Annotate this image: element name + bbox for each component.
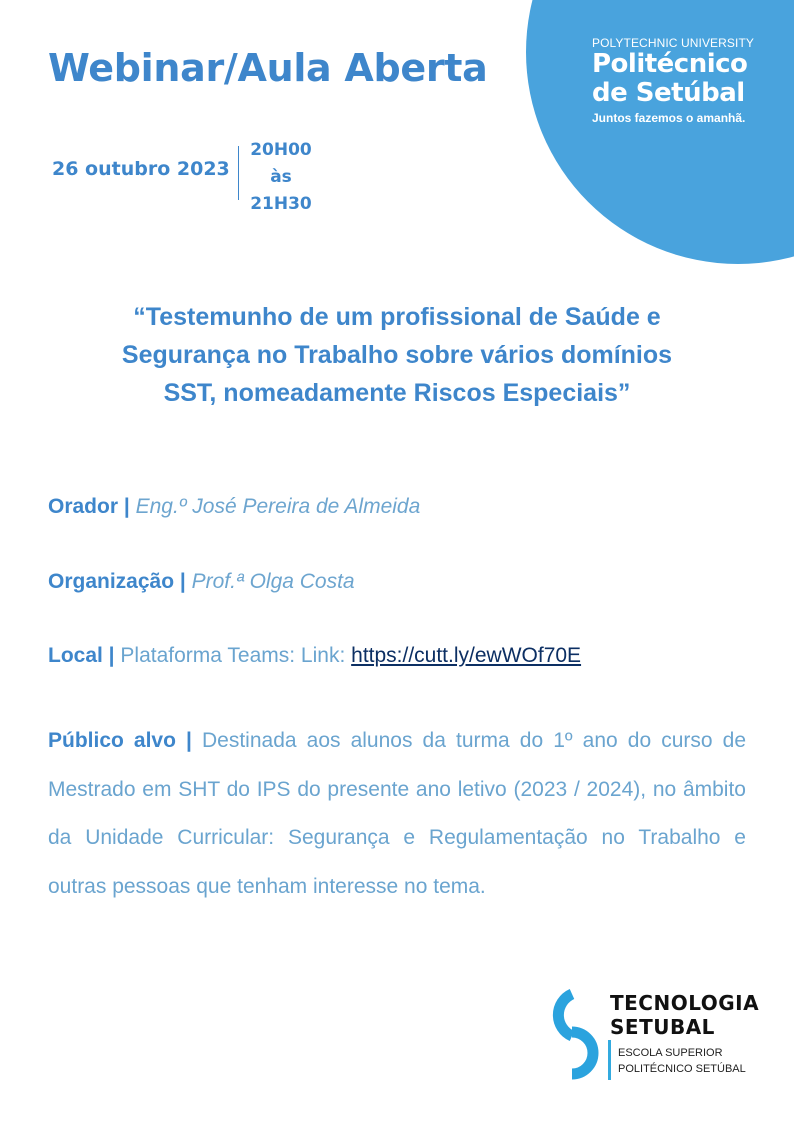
organizer-label: Organização | [48, 570, 186, 593]
audience-paragraph [48, 717, 746, 911]
speaker-name: Eng.º José Pereira de Almeida [135, 495, 421, 518]
event-time-separator: às [270, 167, 292, 187]
teams-link[interactable]: https://cutt.ly/ewWOf70E [351, 644, 582, 667]
audience-text: Destinada aos alunos da turma do 1º ano do curso de Mestrado em SHT do IPS do presente ano letivo (2023 / 2024), no âmbito da Unidade Curricular: Segurança e Regulamentação no Trabalho e outras pessoas que tenham interesse no tema. [48, 729, 746, 898]
organizer-row [48, 570, 355, 594]
ips-logo-tagline: Juntos fazemos o amanhã. [592, 111, 746, 125]
est-logo-icon [542, 988, 606, 1080]
est-setubal-logo [542, 988, 762, 1080]
page-title: Webinar/Aula Aberta [48, 46, 488, 90]
location-label: Local | [48, 644, 115, 667]
organizer-name: Prof.ª Olga Costa [191, 570, 355, 593]
date-divider [238, 146, 239, 200]
est-logo-line3: ESCOLA SUPERIOR [618, 1047, 723, 1059]
est-logo-line4: POLITÉCNICO SETÚBAL [618, 1063, 746, 1075]
event-date: 26 outubro 2023 [52, 158, 230, 180]
talk-title [60, 298, 734, 412]
talk-title-line: SST, nomeadamente Riscos Especiais” [163, 379, 631, 407]
est-logo-bar [608, 1040, 611, 1080]
event-time-start: 20H00 [250, 140, 312, 160]
est-logo-line1: TECNOLOGIA [610, 991, 760, 1015]
talk-title-line: Segurança no Trabalho sobre vários domínios [121, 341, 673, 369]
ips-logo-subtitle: POLYTECHNIC UNIVERSITY [592, 36, 755, 50]
est-logo-line2: SETUBAL [610, 1015, 715, 1039]
event-time-end: 21H30 [250, 194, 312, 214]
location-row [48, 644, 581, 668]
ips-logo-name-line2: de Setúbal [592, 78, 745, 108]
event-time [246, 137, 316, 218]
ips-logo [592, 36, 754, 125]
location-value: Plataforma Teams: Link: [120, 644, 346, 667]
ips-logo-name-line1: Politécnico [592, 49, 748, 79]
audience-label: Público alvo | [48, 729, 192, 752]
talk-title-line: “Testemunho de um profissional de Saúde e [133, 303, 661, 331]
speaker-row [48, 495, 420, 519]
speaker-label: Orador | [48, 495, 130, 518]
